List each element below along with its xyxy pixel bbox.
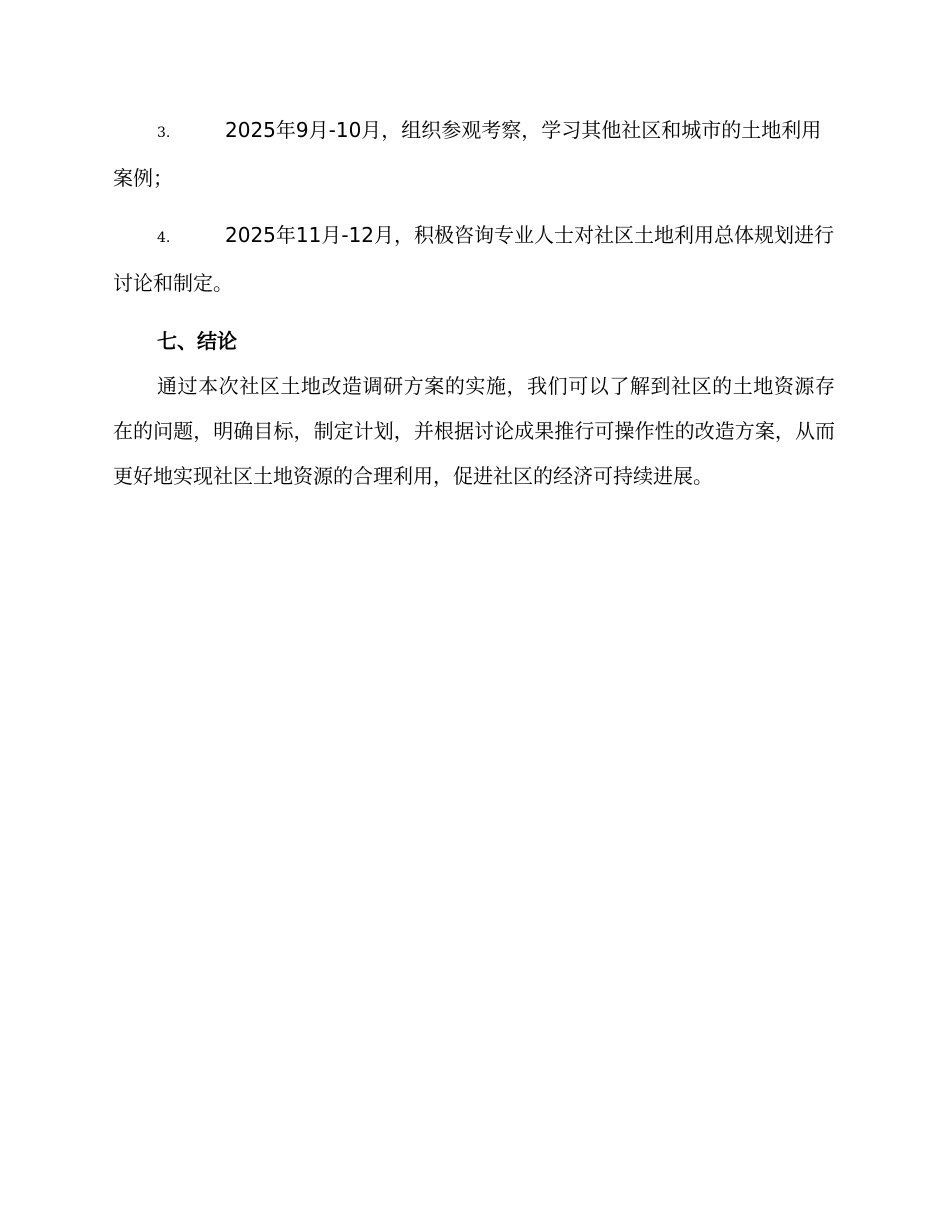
document-body (113, 108, 835, 499)
section-heading: 七、结论 (157, 329, 237, 353)
list-item-text: 2025年11月-12月，积极咨询专业人士对社区土地利用总体规划进行讨论和制定。 (113, 223, 835, 295)
list-item-text: 2025年9月-10月，组织参观考察，学习其他社区和城市的土地利用案例； (113, 118, 822, 190)
list-number: 4. (157, 230, 171, 246)
conclusion-paragraph: 通过本次社区土地改造调研方案的实施，我们可以了解到社区的土地资源存在的问题，明确目标，制定计划，并根据讨论成果推行可操作性的改造方案，从而更好地实现社区土地资源的合理利用，促进社区的经济可持续进展。 (113, 374, 835, 488)
list-item-4 (113, 213, 835, 306)
list-number: 3. (157, 125, 171, 141)
list-item-3 (113, 108, 835, 201)
